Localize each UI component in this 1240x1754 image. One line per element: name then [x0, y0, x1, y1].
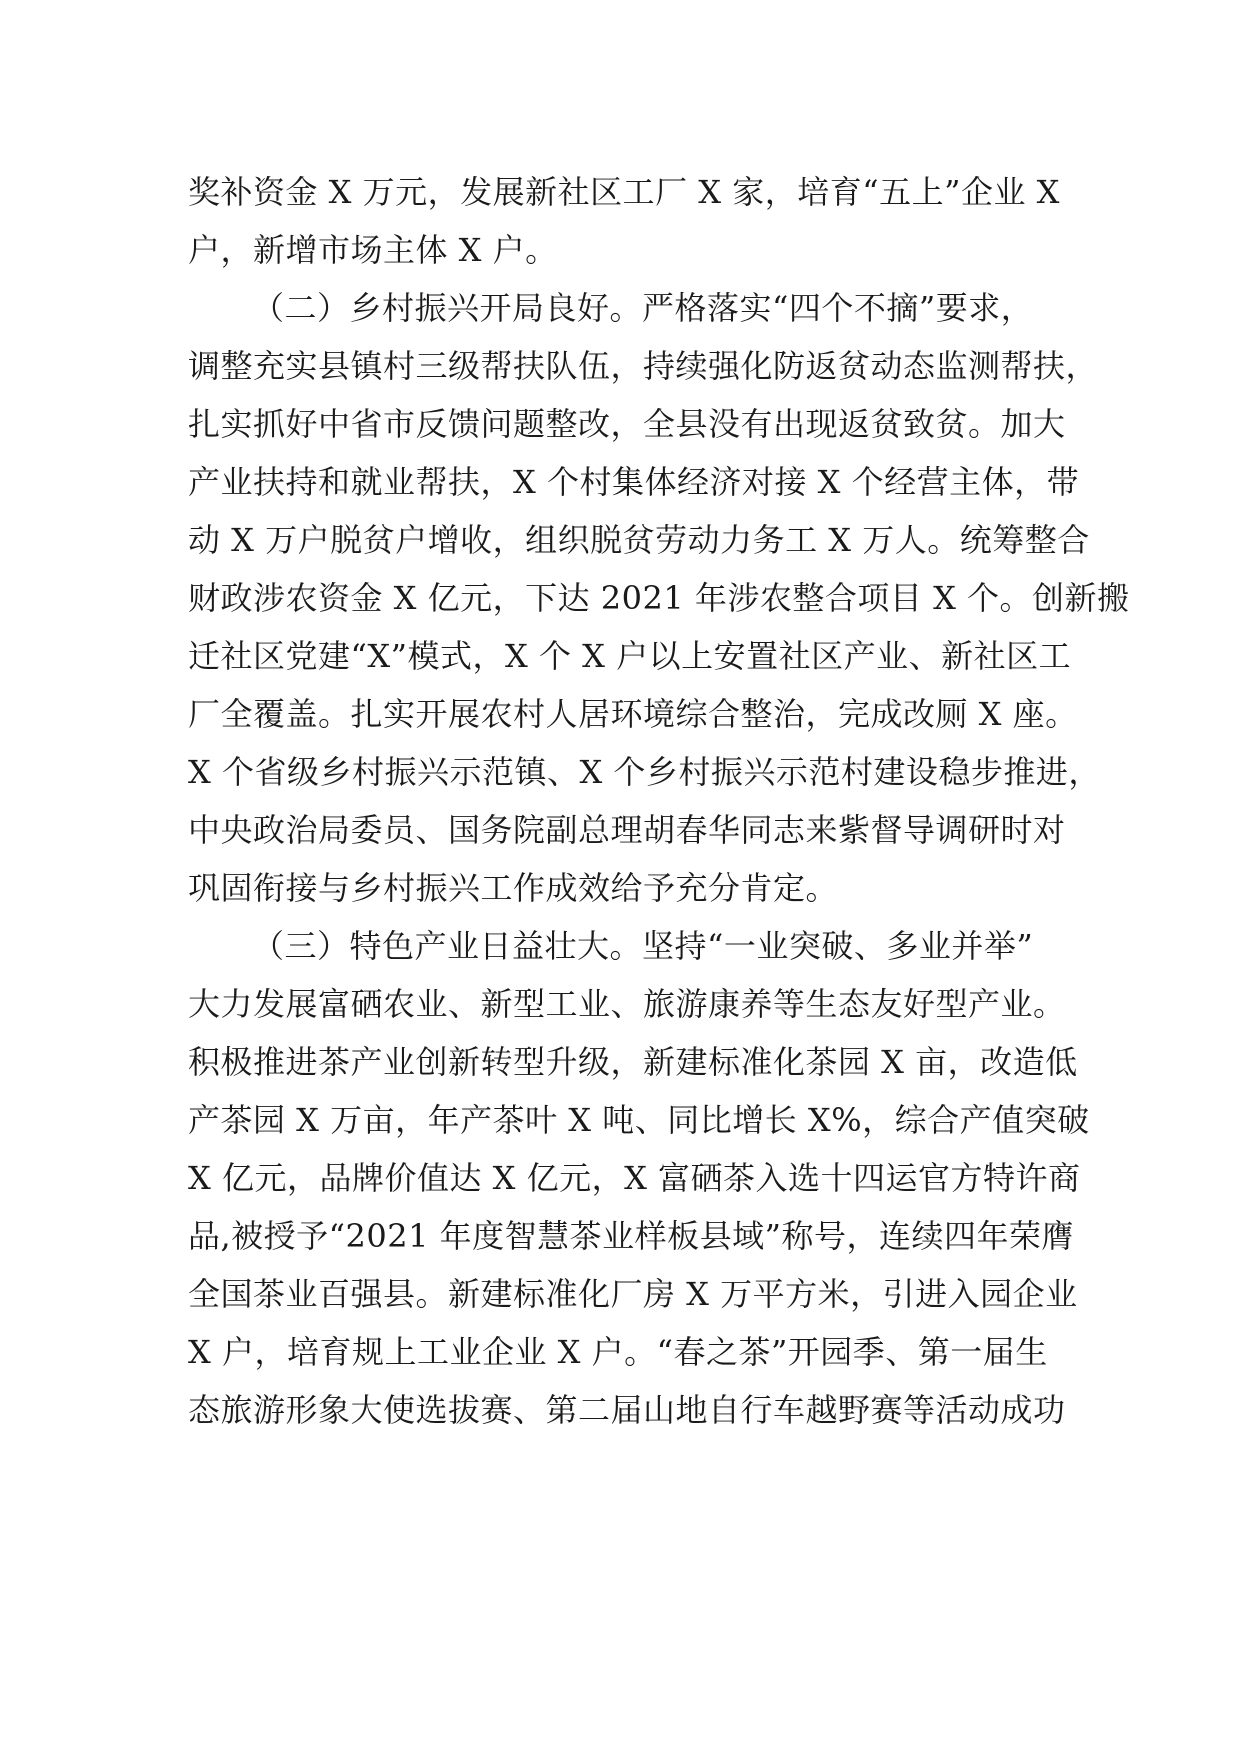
paragraph-line: X 户，培育规上工业企业 X 户。“春之茶”开园季、第一届生: [188, 1333, 1048, 1371]
paragraph-line: 厂全覆盖。扎实开展农村人居环境综合整治，完成改厕 X 座。: [188, 695, 1078, 733]
paragraph-line: 品,被授予“2021 年度智慧茶业样板县域”称号，连续四年荣膺: [188, 1217, 1075, 1255]
paragraph-line: 产茶园 X 万亩，年产茶叶 X 吨、同比增长 X%，综合产值突破: [188, 1101, 1090, 1139]
paragraph-line: 大力发展富硒农业、新型工业、旅游康养等生态友好型产业。: [188, 985, 1066, 1023]
paragraph-line: 巩固衔接与乡村振兴工作成效给予充分肯定。: [188, 869, 839, 907]
paragraph-line: 扎实抓好中省市反馈问题整改，全县没有出现返贫致贫。加大: [188, 405, 1066, 443]
paragraph-line: 积极推进茶产业创新转型升级，新建标准化茶园 X 亩，改造低: [188, 1043, 1078, 1081]
paragraph-line: 调整充实县镇村三级帮扶队伍，持续强化防返贫动态监测帮扶，: [188, 347, 1099, 385]
paragraph-line: X 亿元，品牌价值达 X 亿元，X 富硒茶入选十四运官方特许商: [188, 1159, 1081, 1197]
paragraph-line: 中央政治局委员、国务院副总理胡春华同志来紫督导调研时对: [188, 811, 1066, 849]
paragraph-line: 动 X 万户脱贫户增收，组织脱贫劳动力务工 X 万人。统筹整合: [188, 521, 1090, 559]
paragraph-line: 户，新增市场主体 X 户。: [188, 231, 558, 269]
paragraph-line: 态旅游形象大使选拔赛、第二届山地自行车越野赛等活动成功: [188, 1391, 1066, 1429]
paragraph-line: 迁社区党建“X”模式，X 个 X 户以上安置社区产业、新社区工: [188, 637, 1072, 675]
paragraph-line: 产业扶持和就业帮扶，X 个村集体经济对接 X 个经营主体，带: [188, 463, 1080, 501]
paragraph-line: 全国茶业百强县。新建标准化厂房 X 万平方米，引进入园企业: [188, 1275, 1078, 1313]
section-heading-line: （二）乡村振兴开局良好。严格落实“四个不摘”要求，: [252, 289, 1034, 327]
paragraph-line: 奖补资金 X 万元，发展新社区工厂 X 家，培育“五上”企业 X: [188, 173, 1060, 211]
paragraph-line: X 个省级乡村振兴示范镇、X 个乡村振兴示范村建设稳步推进，: [188, 753, 1101, 791]
paragraph-line: 财政涉农资金 X 亿元，下达 2021 年涉农整合项目 X 个。创新搬: [188, 579, 1130, 617]
section-heading-line: （三）特色产业日益壮大。坚持“一业突破、多业并举”: [252, 927, 1034, 965]
